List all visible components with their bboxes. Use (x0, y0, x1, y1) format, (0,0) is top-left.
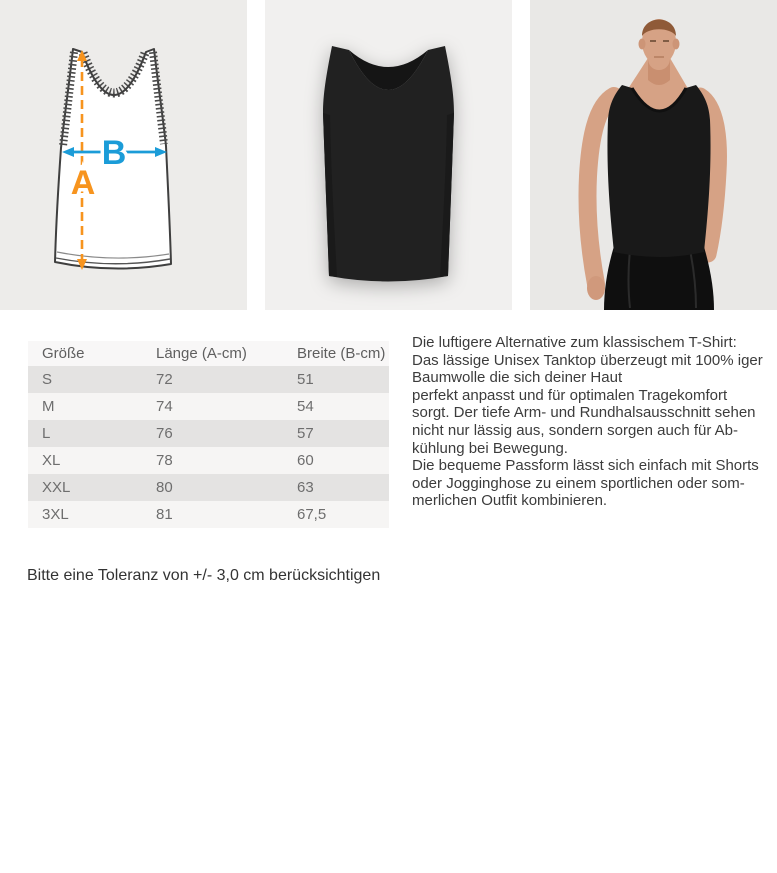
length-cell: 80 (142, 474, 283, 501)
table-row (28, 474, 389, 501)
size-cell: 3XL (28, 501, 142, 528)
size-table (28, 341, 389, 528)
width-cell: 63 (283, 474, 389, 501)
length-cell: 76 (142, 420, 283, 447)
width-cell: 67,5 (283, 501, 389, 528)
model-left-hand (587, 276, 605, 300)
description-line: nicht nur lässig aus, sondern sorgen auch für Ab- (412, 421, 739, 439)
black-tanktop-photo (265, 0, 512, 310)
measure-b-label: B (101, 134, 127, 172)
table-row (28, 420, 389, 447)
description-line: Die bequeme Passform lässt sich einfach mit Shorts (412, 457, 759, 475)
model-left-ear (639, 39, 646, 50)
length-cell: 72 (142, 366, 283, 393)
width-cell: 54 (283, 393, 389, 420)
model-wearing-tanktop-photo (530, 0, 777, 310)
measure-a-label: A (70, 164, 96, 202)
length-cell: 81 (142, 501, 283, 528)
length-cell: 74 (142, 393, 283, 420)
size-cell: XL (28, 447, 142, 474)
size-cell: L (28, 420, 142, 447)
product-photo-image[interactable] (265, 0, 512, 310)
table-row (28, 393, 389, 420)
description-line: Baumwolle die sich deiner Haut (412, 369, 623, 387)
description-line: merlichen Outfit kombinieren. (412, 492, 608, 510)
table-row (28, 447, 389, 474)
table-row (28, 501, 389, 528)
description-line: perfekt anpasst und für optimalen Tragekomfort (412, 386, 728, 404)
tanktop-measurement-diagram (0, 0, 247, 310)
table-row (28, 366, 389, 393)
measurement-diagram-image[interactable] (0, 0, 247, 310)
col-header-width: Breite (B-cm) (283, 341, 389, 366)
description-line: Das lässige Unisex Tanktop überzeugt mit 100% iger (412, 351, 763, 369)
width-cell: 51 (283, 366, 389, 393)
length-cell: 78 (142, 447, 283, 474)
size-cell: XXL (28, 474, 142, 501)
col-header-length: Länge (A-cm) (142, 341, 283, 366)
size-cell: M (28, 393, 142, 420)
description-line: oder Jogginghose zu einem sportlichen oder som- (412, 474, 745, 492)
product-description (412, 334, 772, 510)
tolerance-note: Bitte eine Toleranz von +/- 3,0 cm berücksichtigen (27, 567, 381, 584)
size-table-header-row (28, 341, 389, 366)
col-header-size: Größe (28, 341, 142, 366)
description-line: kühlung bei Bewegung. (412, 439, 568, 457)
size-cell: S (28, 366, 142, 393)
description-line: sorgt. Der tiefe Arm- und Rundhalsausschnitt sehen (412, 404, 756, 422)
width-cell: 57 (283, 420, 389, 447)
model-photo-image[interactable] (530, 0, 777, 310)
width-cell: 60 (283, 447, 389, 474)
description-line: Die luftigere Alternative zum klassischem T-Shirt: (412, 334, 737, 351)
tanktop-product (323, 46, 454, 282)
product-image-gallery (0, 0, 777, 310)
model-right-ear (673, 39, 680, 50)
